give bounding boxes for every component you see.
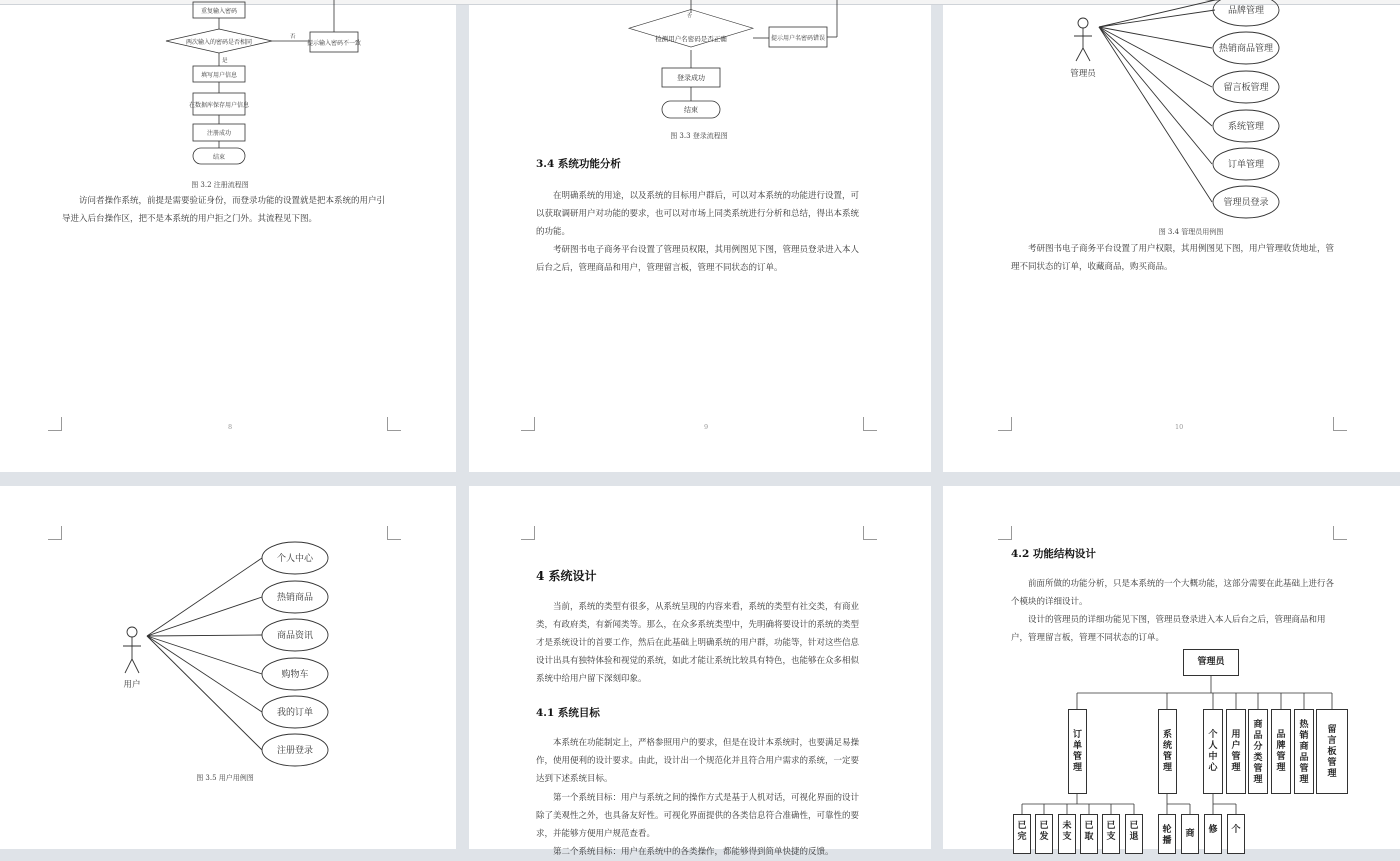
module-node [1248, 709, 1268, 794]
margin-mark [48, 417, 62, 431]
body-paragraph: 考研图书电子商务平台设置了管理员权限，其用例图见下图，管理员登录进入本人后台之后，管理商品和用户，管理留言板，管理不同状态的订单。 [536, 245, 860, 273]
document-page-9 [469, 5, 931, 472]
use-case: 管理员登录 [1223, 198, 1269, 208]
body-paragraph: 第一个系统目标：用户与系统之间的操作方式是基于人机对话，可视化界面的设计除了美观性之外，也具备友好性。可视化界面提供的各类信息符合准确性，可靠性的要求，并能够方便用户规范查看。 [536, 793, 860, 839]
module-node [1226, 709, 1246, 794]
flow-node: 提示用户名密码错误 [770, 35, 826, 42]
body-paragraph: 前面所做的功能分析，只是本系统的一个大概功能，这部分需要在此基础上进行各个模块的详细设计。 [1011, 579, 1335, 607]
root-label: 管理员 [1197, 657, 1225, 667]
document-page-13 [943, 486, 1400, 849]
body-paragraph: 访问者操作系统，前提是需要验证身份，而登录功能的设置就是把本系统的用户引导进入后台操作区，把不是本系统的用户拒之门外。其流程见下图。 [62, 196, 386, 224]
section-heading: 3.4 系统功能分析 [536, 158, 621, 170]
module-label: 个人中心 [1208, 730, 1218, 773]
module-node [1203, 709, 1223, 794]
flow-end: 结束 [212, 154, 226, 161]
leaf-label: 已取 [1084, 821, 1094, 842]
leaf-label: 已支 [1106, 821, 1116, 842]
use-case: 商品资讯 [276, 631, 314, 641]
leaf-label: 已完 [1017, 821, 1027, 842]
body-paragraph: 当前，系统的类型有很多，从系统呈现的内容来看，系统的类型有社交类，有商业类，有政府类，有新闻类等。那么，在众多系统类型中，先明确将要设计的系统的类型才是系统设计的首要工作，然后在此基础上明确系统的用户群，功能等，针对这些信息设计出具有独特体验和视觉的系统，如此才能让系统比较具有特色，也能够在众多相似系统中给用户留下深刻印象。 [536, 602, 860, 684]
leaf-label: 修 [1208, 825, 1218, 835]
module-node [1316, 709, 1348, 794]
margin-mark [521, 417, 535, 431]
figure-caption: 图 3.5 用户用例图 [196, 774, 254, 782]
flow-yes-label: 是 [222, 58, 228, 64]
leaf-label: 已发 [1039, 821, 1049, 842]
page-number: 8 [228, 423, 233, 431]
leaf-node [1158, 814, 1176, 854]
use-case: 我的订单 [276, 708, 314, 718]
leaf-node [1058, 814, 1076, 854]
module-label: 留言板管理 [1327, 725, 1337, 779]
module-node [1271, 709, 1291, 794]
leaf-node [1035, 814, 1053, 854]
body-paragraph: 考研图书电子商务平台设置了用户权限，其用例图见下图，用户管理收货地址，管理不同状态的订单，收藏商品，购买商品。 [1011, 244, 1335, 272]
user-usecase-diagram [0, 486, 456, 776]
admin-usecase-diagram [943, 5, 1400, 230]
leaf-label: 轮播 [1162, 825, 1172, 846]
leaf-node [1181, 814, 1199, 854]
section-heading: 4.2 功能结构设计 [1011, 548, 1096, 560]
module-node [1158, 709, 1177, 794]
body-paragraph: 第二个系统目标：用户在系统中的各类操作，都能够得到简单快捷的反馈。 [553, 847, 834, 857]
flow-node: 在数据库保存用户信息 [188, 102, 250, 109]
use-case: 系统管理 [1227, 122, 1265, 132]
module-label: 用户管理 [1231, 730, 1241, 773]
leaf-node [1227, 814, 1245, 854]
leaf-node [1102, 814, 1120, 854]
leaf-label: 未支 [1062, 821, 1072, 842]
module-label: 订单管理 [1073, 730, 1083, 773]
use-case: 留言板管理 [1223, 83, 1269, 93]
document-page-8 [0, 5, 456, 472]
document-page-11 [0, 486, 456, 849]
leaf-label: 个 [1231, 825, 1241, 835]
figure-caption: 图 3.2 注册流程图 [191, 181, 249, 189]
flow-decision: 两次输入的密码是否相同 [185, 39, 253, 46]
module-label: 品牌管理 [1276, 730, 1286, 773]
margin-mark [863, 526, 877, 540]
body-paragraph: 设计的管理员的详细功能见下图，管理员登录进入本人后台之后，管理商品和用户，管理留言板，管理不同状态的订单。 [1011, 615, 1326, 643]
margin-mark [998, 417, 1012, 431]
use-case: 注册登录 [276, 746, 314, 756]
flow-node: 填写用户信息 [200, 72, 238, 79]
use-case: 热销商品 [276, 593, 314, 603]
flow-node: 提示输入密码不一致 [306, 40, 362, 47]
flow-no-label: 否 [290, 34, 296, 40]
use-case: 订单管理 [1227, 160, 1265, 170]
page-number: 9 [704, 423, 709, 431]
module-node [1294, 709, 1314, 794]
module-label: 系统管理 [1163, 730, 1173, 773]
use-case: 品牌管理 [1227, 6, 1265, 16]
use-case: 购物车 [281, 670, 309, 680]
use-case: 热销商品管理 [1218, 44, 1274, 54]
flow-node: 注册成功 [206, 130, 232, 137]
figure-caption: 图 3.4 管理员用例图 [1158, 228, 1224, 236]
chapter-heading: 4 系统设计 [536, 569, 597, 583]
margin-mark [387, 417, 401, 431]
section-heading: 4.1 系统目标 [536, 707, 600, 719]
margin-mark [1333, 417, 1347, 431]
function-structure-branches [943, 486, 1400, 849]
leaf-node [1013, 814, 1031, 854]
body-paragraph: 本系统在功能制定上，严格参照用户的要求，但是在设计本系统时，也要满足易操作，使用便利的设计要求。由此，设计出一个规范化并且符合用户需求的系统，一定要达到下述系统目标。 [536, 738, 860, 784]
flow-decision: 检测用户名密码是否正确 [655, 35, 727, 43]
leaf-label: 已退 [1129, 821, 1139, 842]
register-flowchart [0, 5, 456, 180]
actor-label: 用户 [123, 680, 141, 690]
page-number: 10 [1175, 423, 1184, 431]
flow-node: 重复输入密码 [200, 8, 238, 15]
document-page-12 [469, 486, 931, 857]
module-label: 热销商品管理 [1299, 720, 1309, 785]
module-label: 商品分类管理 [1253, 720, 1263, 785]
body-paragraph: 在明确系统的用途，以及系统的目标用户群后，可以对本系统的功能进行设置，可以获取调研用户对功能的要求，也可以对市场上同类系统进行分析和总结，得出本系统的功能。 [536, 191, 860, 237]
leaf-node [1125, 814, 1143, 854]
login-flowchart [469, 5, 931, 135]
margin-mark [521, 526, 535, 540]
flow-end: 结束 [684, 106, 698, 114]
figure-caption: 图 3.3 登录流程图 [670, 132, 728, 140]
actor-label: 管理员 [1070, 69, 1096, 79]
module-node [1068, 709, 1087, 794]
leaf-node [1204, 814, 1222, 854]
margin-mark [863, 417, 877, 431]
leaf-label: 商 [1185, 829, 1195, 839]
document-page-10 [943, 5, 1400, 472]
use-case: 个人中心 [276, 554, 314, 564]
flow-no-label: 否 [687, 13, 693, 19]
leaf-node [1080, 814, 1098, 854]
flow-node: 登录成功 [677, 74, 705, 82]
